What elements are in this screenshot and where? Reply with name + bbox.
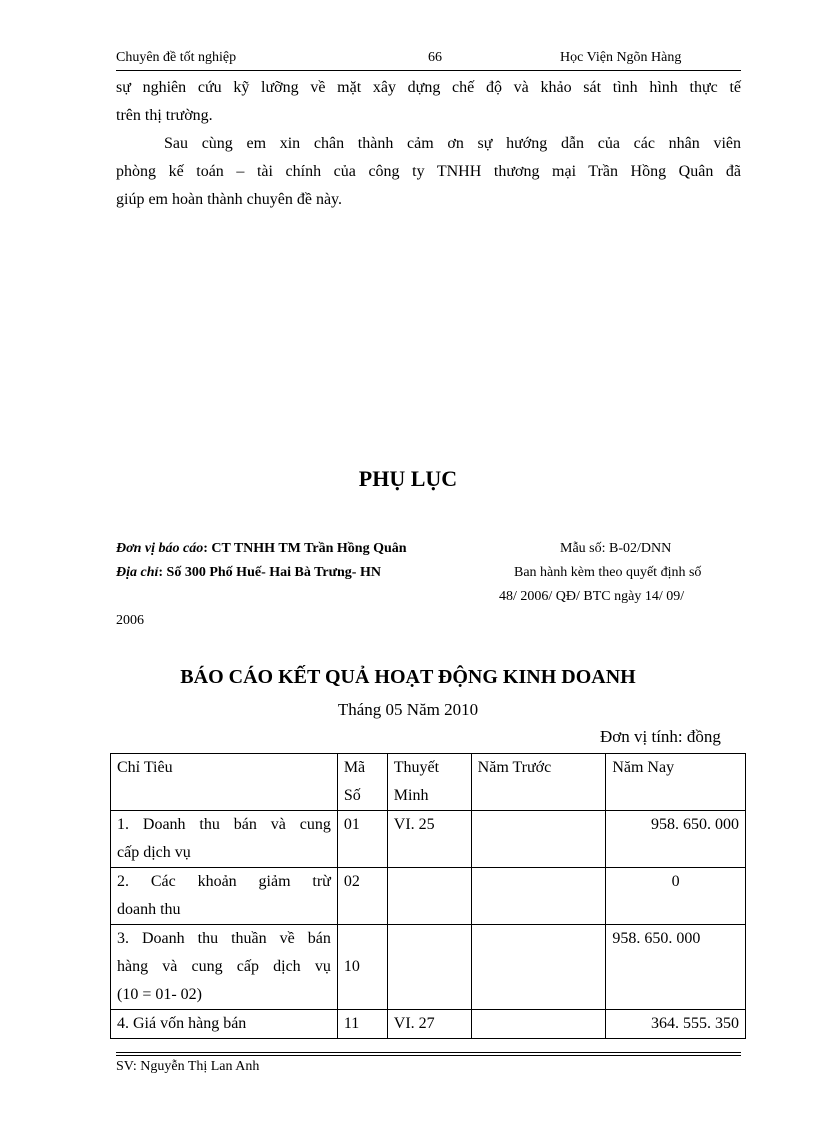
address-label: Địa chỉ — [116, 565, 159, 580]
currency-unit: Đơn vị tính: đồng — [600, 727, 721, 746]
paragraph-line: Sau cùng em xin chân thành cảm ơn sự hướng dẫn của các nhân viên — [164, 135, 741, 152]
col-header-thuyet-minh: Thuyết Minh — [387, 754, 471, 811]
footer-rule-bottom — [116, 1055, 741, 1056]
closing-paragraph-2 — [116, 130, 741, 214]
form-number: Mẫu số: B-02/DNN — [560, 541, 672, 556]
row-note — [387, 868, 471, 925]
closing-paragraph-1 — [116, 74, 741, 130]
col-header-nam-truoc: Năm Trước — [471, 754, 606, 811]
row-label: 2. Các khoản giảm trừ doanh thu — [111, 868, 338, 925]
decision-line-1: Ban hành kèm theo quyết định số — [514, 565, 702, 580]
table-row — [111, 1010, 746, 1039]
paragraph-line: sự nghiên cứu kỹ lưỡng về mặt xây dựng chế độ và khảo sát tình hình thực tế — [116, 79, 741, 96]
row-note — [387, 925, 471, 1010]
row-note: VI. 25 — [387, 811, 471, 868]
row-code: 11 — [337, 1010, 387, 1039]
row-note: VI. 27 — [387, 1010, 471, 1039]
paragraph-line: phòng kế toán – tài chính của công ty TNHH thương mại Trần Hồng Quân đã — [116, 163, 741, 180]
table-row — [111, 868, 746, 925]
table-row — [111, 925, 746, 1010]
row-prev-year — [471, 925, 606, 1010]
student-name: SV: Nguyễn Thị Lan Anh — [116, 1059, 260, 1074]
reporting-unit — [116, 541, 407, 557]
running-header — [116, 50, 741, 70]
decision-line-2: 48/ 2006/ QĐ/ BTC ngày 14/ 09/ — [499, 589, 685, 604]
footer-rule-top — [116, 1052, 741, 1053]
row-current-year: 0 — [606, 868, 746, 925]
row-prev-year — [471, 811, 606, 868]
row-prev-year — [471, 868, 606, 925]
address-value: : Số 300 Phố Huế- Hai Bà Trưng- HN — [158, 565, 381, 580]
reporting-unit-value: : CT TNHH TM Trần Hồng Quân — [203, 541, 407, 556]
col-header-chi-tieu: Chỉ Tiêu — [111, 754, 338, 811]
report-title: BÁO CÁO KẾT QUẢ HOẠT ĐỘNG KINH DOANH — [180, 666, 636, 688]
header-right: Học Viện Ngõn Hàng — [560, 50, 682, 65]
appendix-title: PHỤ LỤC — [358, 466, 458, 491]
decision-year: 2006 — [116, 613, 144, 628]
table-row — [111, 811, 746, 868]
row-current-year: 958. 650. 000 — [606, 925, 746, 1010]
paragraph-line: giúp em hoàn thành chuyên đề này. — [116, 191, 343, 208]
report-period: Tháng 05 Năm 2010 — [337, 700, 479, 719]
row-current-year: 364. 555. 350 — [606, 1010, 746, 1039]
row-code: 10 — [337, 925, 387, 1010]
table-header-row — [111, 754, 746, 811]
header-page-number: 66 — [428, 50, 442, 65]
row-code: 01 — [337, 811, 387, 868]
paragraph-line: trên thị trường. — [116, 107, 213, 124]
row-code: 02 — [337, 868, 387, 925]
reporting-unit-label: Đơn vị báo cáo — [116, 541, 204, 556]
col-header-ma-so: Mã Số — [337, 754, 387, 811]
row-label: 3. Doanh thu thuần về bán hàng và cung cấp dịch vụ (10 = 01- 02) — [111, 925, 338, 1010]
income-statement-table — [110, 753, 746, 1039]
row-prev-year — [471, 1010, 606, 1039]
row-label: 4. Giá vốn hàng bán — [111, 1010, 338, 1039]
col-header-nam-nay: Năm Nay — [606, 754, 746, 811]
company-address — [116, 565, 381, 581]
row-current-year: 958. 650. 000 — [606, 811, 746, 868]
header-rule — [116, 70, 741, 71]
header-left: Chuyên đề tốt nghiệp — [116, 50, 237, 65]
row-label: 1. Doanh thu bán và cung cấp dịch vụ — [111, 811, 338, 868]
